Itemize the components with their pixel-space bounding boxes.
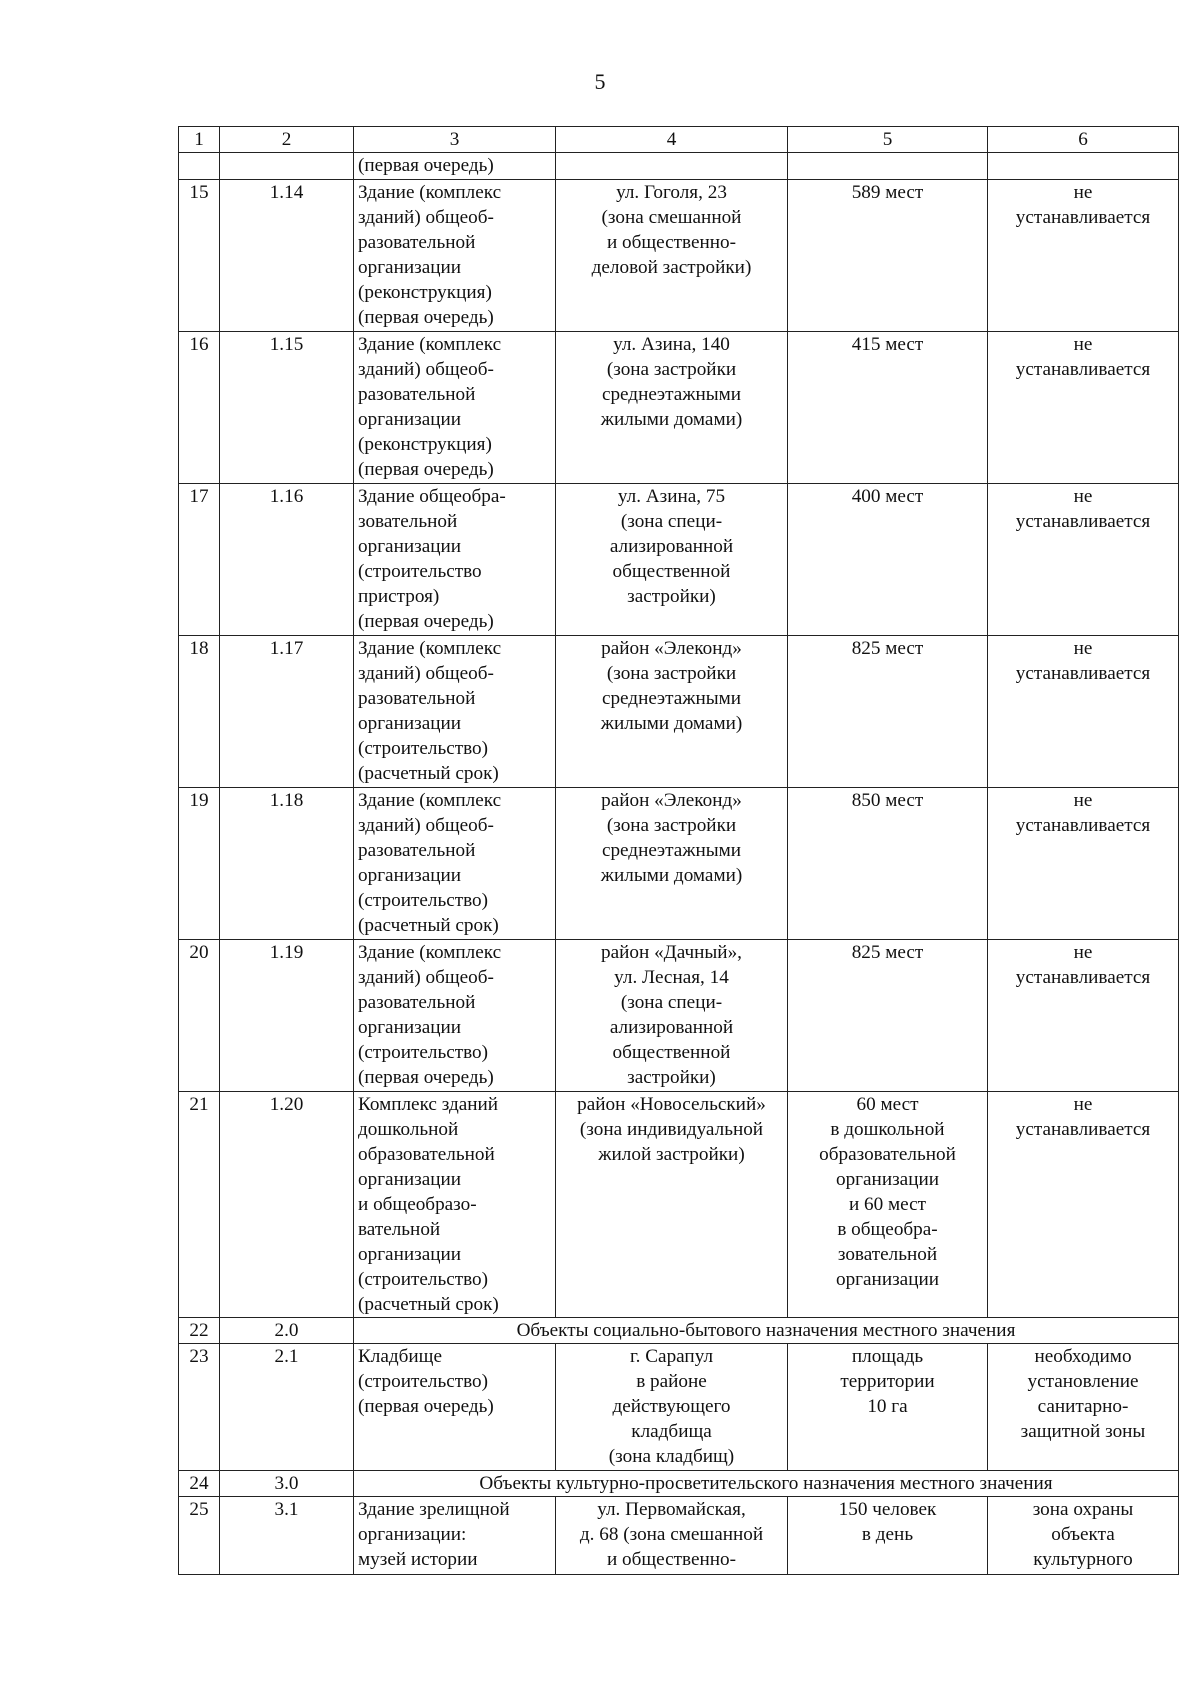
zone-cell: зона охраны объекта культурного	[988, 1497, 1179, 1575]
row-number: 23	[179, 1344, 220, 1471]
row-number: 22	[179, 1318, 220, 1344]
item-code: 3.0	[220, 1471, 354, 1497]
section-row	[179, 1471, 1179, 1497]
capacity-cell: 589 мест	[788, 180, 988, 332]
item-code: 3.1	[220, 1497, 354, 1575]
row-number: 25	[179, 1497, 220, 1575]
item-code: 1.18	[220, 788, 354, 940]
section-title: Объекты социально-бытового назначения местного значения	[354, 1318, 1179, 1344]
column-header: 5	[788, 127, 988, 153]
table-row	[179, 153, 1179, 180]
capacity-cell: 150 человек в день	[788, 1497, 988, 1575]
item-code: 1.20	[220, 1092, 354, 1318]
zone-cell: не устанавливается	[988, 332, 1179, 484]
object-name-cell: Здание (комплекс зданий) общеоб- разовательной организации (строительство) (расчетный срок)	[354, 788, 556, 940]
table-row	[179, 940, 1179, 1092]
zone-cell: не устанавливается	[988, 940, 1179, 1092]
location-cell: ул. Азина, 140 (зона застройки среднеэтажными жилыми домами)	[556, 332, 788, 484]
object-name-cell: Здание (комплекс зданий) общеоб- разовательной организации (строительство) (первая очередь)	[354, 940, 556, 1092]
zone-cell	[988, 153, 1179, 180]
capacity-cell: 60 мест в дошкольной образовательной организации и 60 мест в общеобра- зовательной организации	[788, 1092, 988, 1318]
item-code: 1.14	[220, 180, 354, 332]
location-cell	[556, 153, 788, 180]
location-cell: ул. Азина, 75 (зона специ- ализированной общественной застройки)	[556, 484, 788, 636]
object-name-cell: Здание общеобра- зовательной организации (строительство пристроя) (первая очередь)	[354, 484, 556, 636]
column-header: 4	[556, 127, 788, 153]
zone-cell: не устанавливается	[988, 1092, 1179, 1318]
object-name-cell: Здание (комплекс зданий) общеоб- разовательной организации (реконструкция) (первая очередь)	[354, 332, 556, 484]
section-title: Объекты культурно-просветительского назначения местного значения	[354, 1471, 1179, 1497]
table-row	[179, 484, 1179, 636]
object-name-cell: (первая очередь)	[354, 153, 556, 180]
capacity-cell: площадь территории 10 га	[788, 1344, 988, 1471]
row-number: 16	[179, 332, 220, 484]
capacity-cell: 825 мест	[788, 940, 988, 1092]
column-header: 2	[220, 127, 354, 153]
item-code: 1.17	[220, 636, 354, 788]
table-body	[179, 153, 1179, 1575]
table-row	[179, 1092, 1179, 1318]
location-cell: ул. Первомайская, д. 68 (зона смешанной и общественно-	[556, 1497, 788, 1575]
row-number: 18	[179, 636, 220, 788]
location-cell: ул. Гоголя, 23 (зона смешанной и общественно- деловой застройки)	[556, 180, 788, 332]
table-row	[179, 788, 1179, 940]
column-header: 1	[179, 127, 220, 153]
column-header: 6	[988, 127, 1179, 153]
column-header: 3	[354, 127, 556, 153]
location-cell: район «Элеконд» (зона застройки среднеэтажными жилыми домами)	[556, 788, 788, 940]
location-cell: г. Сарапул в районе действующего кладбища (зона кладбищ)	[556, 1344, 788, 1471]
capacity-cell: 400 мест	[788, 484, 988, 636]
object-name-cell: Кладбище (строительство) (первая очередь)	[354, 1344, 556, 1471]
table-row	[179, 636, 1179, 788]
location-cell: район «Элеконд» (зона застройки среднеэтажными жилыми домами)	[556, 636, 788, 788]
location-cell: район «Дачный», ул. Лесная, 14 (зона специ- ализированной общественной застройки)	[556, 940, 788, 1092]
row-number: 21	[179, 1092, 220, 1318]
capacity-cell: 825 мест	[788, 636, 988, 788]
object-name-cell: Комплекс зданий дошкольной образовательной организации и общеобразо- вательной организации (строительство) (расчетный срок)	[354, 1092, 556, 1318]
item-code: 1.16	[220, 484, 354, 636]
table-row	[179, 1497, 1179, 1575]
item-code: 1.15	[220, 332, 354, 484]
item-code: 2.1	[220, 1344, 354, 1471]
row-number: 20	[179, 940, 220, 1092]
item-code: 2.0	[220, 1318, 354, 1344]
row-number: 17	[179, 484, 220, 636]
table-row	[179, 1344, 1179, 1471]
item-code: 1.19	[220, 940, 354, 1092]
page-number: 5	[594, 69, 606, 94]
capacity-cell	[788, 153, 988, 180]
location-cell: район «Новосельский» (зона индивидуальной жилой застройки)	[556, 1092, 788, 1318]
object-name-cell: Здание (комплекс зданий) общеоб- разовательной организации (строительство) (расчетный срок)	[354, 636, 556, 788]
zone-cell: необходимо установление санитарно- защитной зоны	[988, 1344, 1179, 1471]
table-row	[179, 180, 1179, 332]
table-row	[179, 332, 1179, 484]
zone-cell: не устанавливается	[988, 180, 1179, 332]
capacity-cell: 415 мест	[788, 332, 988, 484]
objects-table	[178, 126, 1179, 1575]
object-name-cell: Здание зрелищной организации: музей истории	[354, 1497, 556, 1575]
capacity-cell: 850 мест	[788, 788, 988, 940]
zone-cell: не устанавливается	[988, 484, 1179, 636]
row-number: 24	[179, 1471, 220, 1497]
object-name-cell: Здание (комплекс зданий) общеоб- разовательной организации (реконструкция) (первая очередь)	[354, 180, 556, 332]
zone-cell: не устанавливается	[988, 788, 1179, 940]
item-code	[220, 153, 354, 180]
section-row	[179, 1318, 1179, 1344]
row-number: 15	[179, 180, 220, 332]
row-number	[179, 153, 220, 180]
header-row	[179, 127, 1179, 153]
zone-cell: не устанавливается	[988, 636, 1179, 788]
row-number: 19	[179, 788, 220, 940]
table-header	[179, 127, 1179, 153]
